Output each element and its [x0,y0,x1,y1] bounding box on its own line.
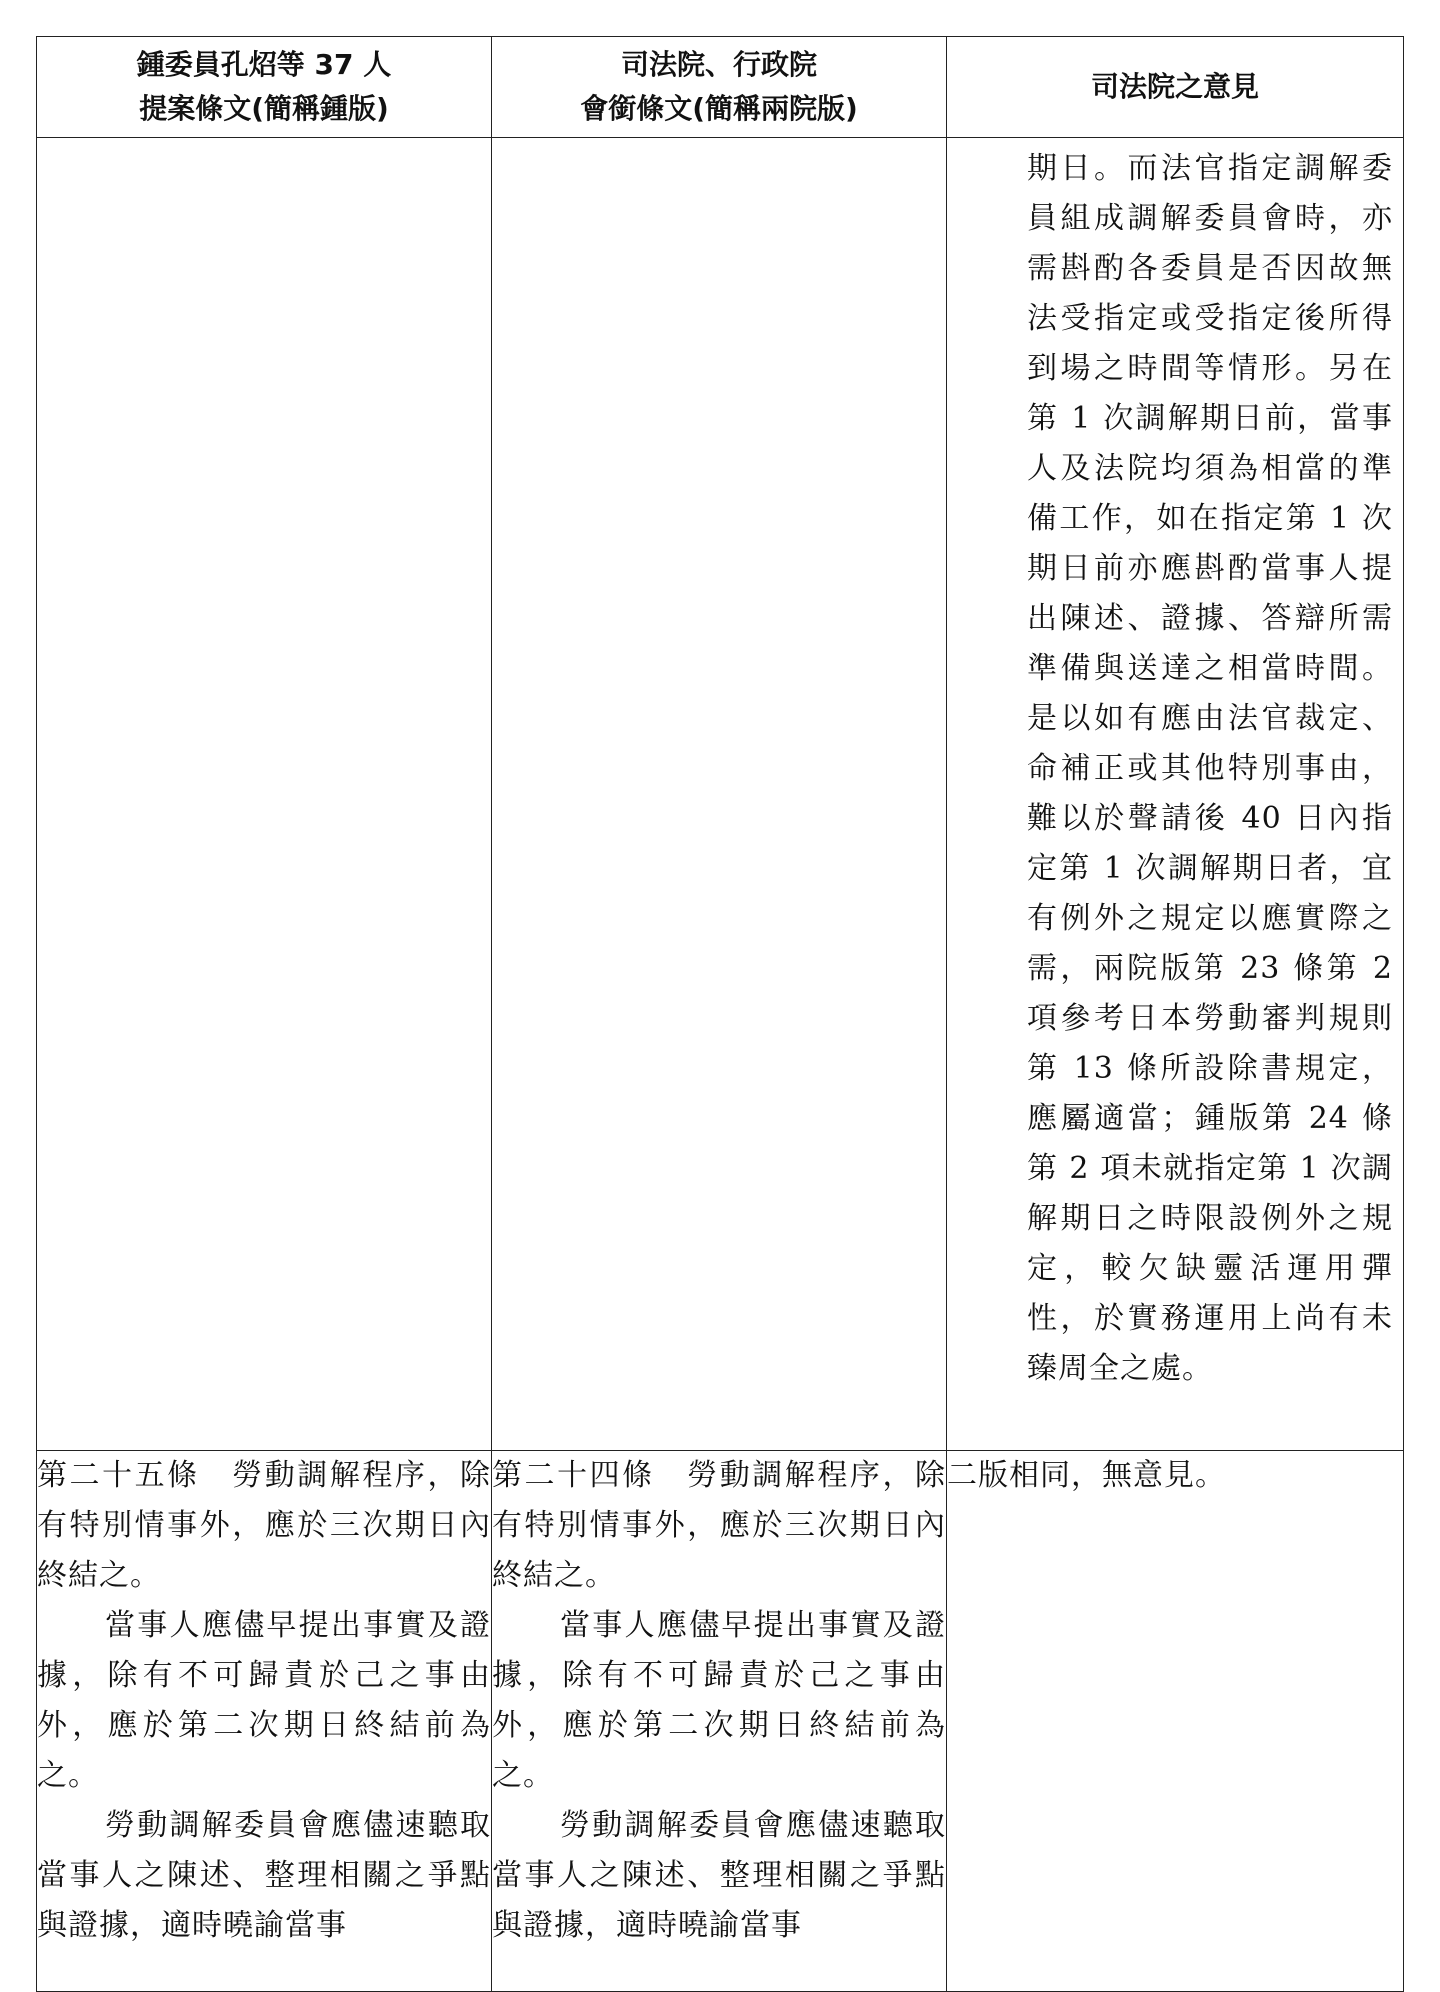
row1-zhong-cell [37,138,492,1451]
table-row [37,1451,1404,1992]
article-paragraph: 第二十四條 勞動調解程序，除有特別情事外，應於三次期日內終結之。 [492,1458,946,1593]
article-paragraph: 勞動調解委員會應儘速聽取當事人之陳述、整理相關之爭點與證據，適時曉諭當事 [37,1808,491,1943]
row2-opinion-cell [947,1451,1404,1992]
header-line: 鍾委員孔炤等 37 人 [136,48,392,81]
header-line: 提案條文(簡稱鍾版) [139,92,389,125]
article-paragraph: 當事人應儘早提出事實及證據，除有不可歸責於己之事由外，應於第二次期日終結前為之。 [492,1608,946,1793]
opinion-text: 二版相同，無意見。 [947,1458,1226,1493]
header-zhong-version [37,37,492,138]
header-two-yuan-version [492,37,947,138]
article-25-cell [37,1451,492,1992]
article-paragraph: 當事人應儘早提出事實及證據，除有不可歸責於己之事由外，應於第二次期日終結前為之。 [37,1608,491,1793]
header-line: 司法院之意見 [1090,70,1259,103]
row1-two-yuan-cell [492,138,947,1451]
article-24-cell [492,1451,947,1992]
row1-opinion-cell [947,138,1404,1451]
header-judicial-opinion [947,37,1404,138]
article-paragraph: 勞動調解委員會應儘速聽取當事人之陳述、整理相關之爭點與證據，適時曉諭當事 [492,1808,946,1943]
header-line: 司法院、行政院 [620,48,817,81]
header-line: 會銜條文(簡稱兩院版) [580,92,858,125]
comparison-table [36,36,1404,1992]
opinion-text: 期日。而法官指定調解委員組成調解委員會時，亦需斟酌各委員是否因故無法受指定或受指定後所得到場之時間等情形。另在第 1 次調解期日前，當事人及法院均須為相當的準備工作，如在指定第 1 次期日前亦應斟酌當事人提出陳述、證據、答辯所需準備與送達之相當時間。是以如有應由法官裁定、命補正或其他特別事由，難以於聲請後 40 日內指定第 1 次調解期日者，宜有例外之規定以應實際之需，兩院版第 23 條第 2 項參考日本勞動審判規則第 13 條所設除書規定，應屬適當；鍾版第 24 條第 2 項未就指定第 1 次調解期日之時限設例外之規定，較欠缺靈活運用彈性，於實務運用上尚有未臻周全之處。 [1027,151,1393,1386]
article-paragraph: 第二十五條 勞動調解程序，除有特別情事外，應於三次期日內終結之。 [37,1458,491,1593]
table-row [37,138,1404,1451]
header-row [37,37,1404,138]
